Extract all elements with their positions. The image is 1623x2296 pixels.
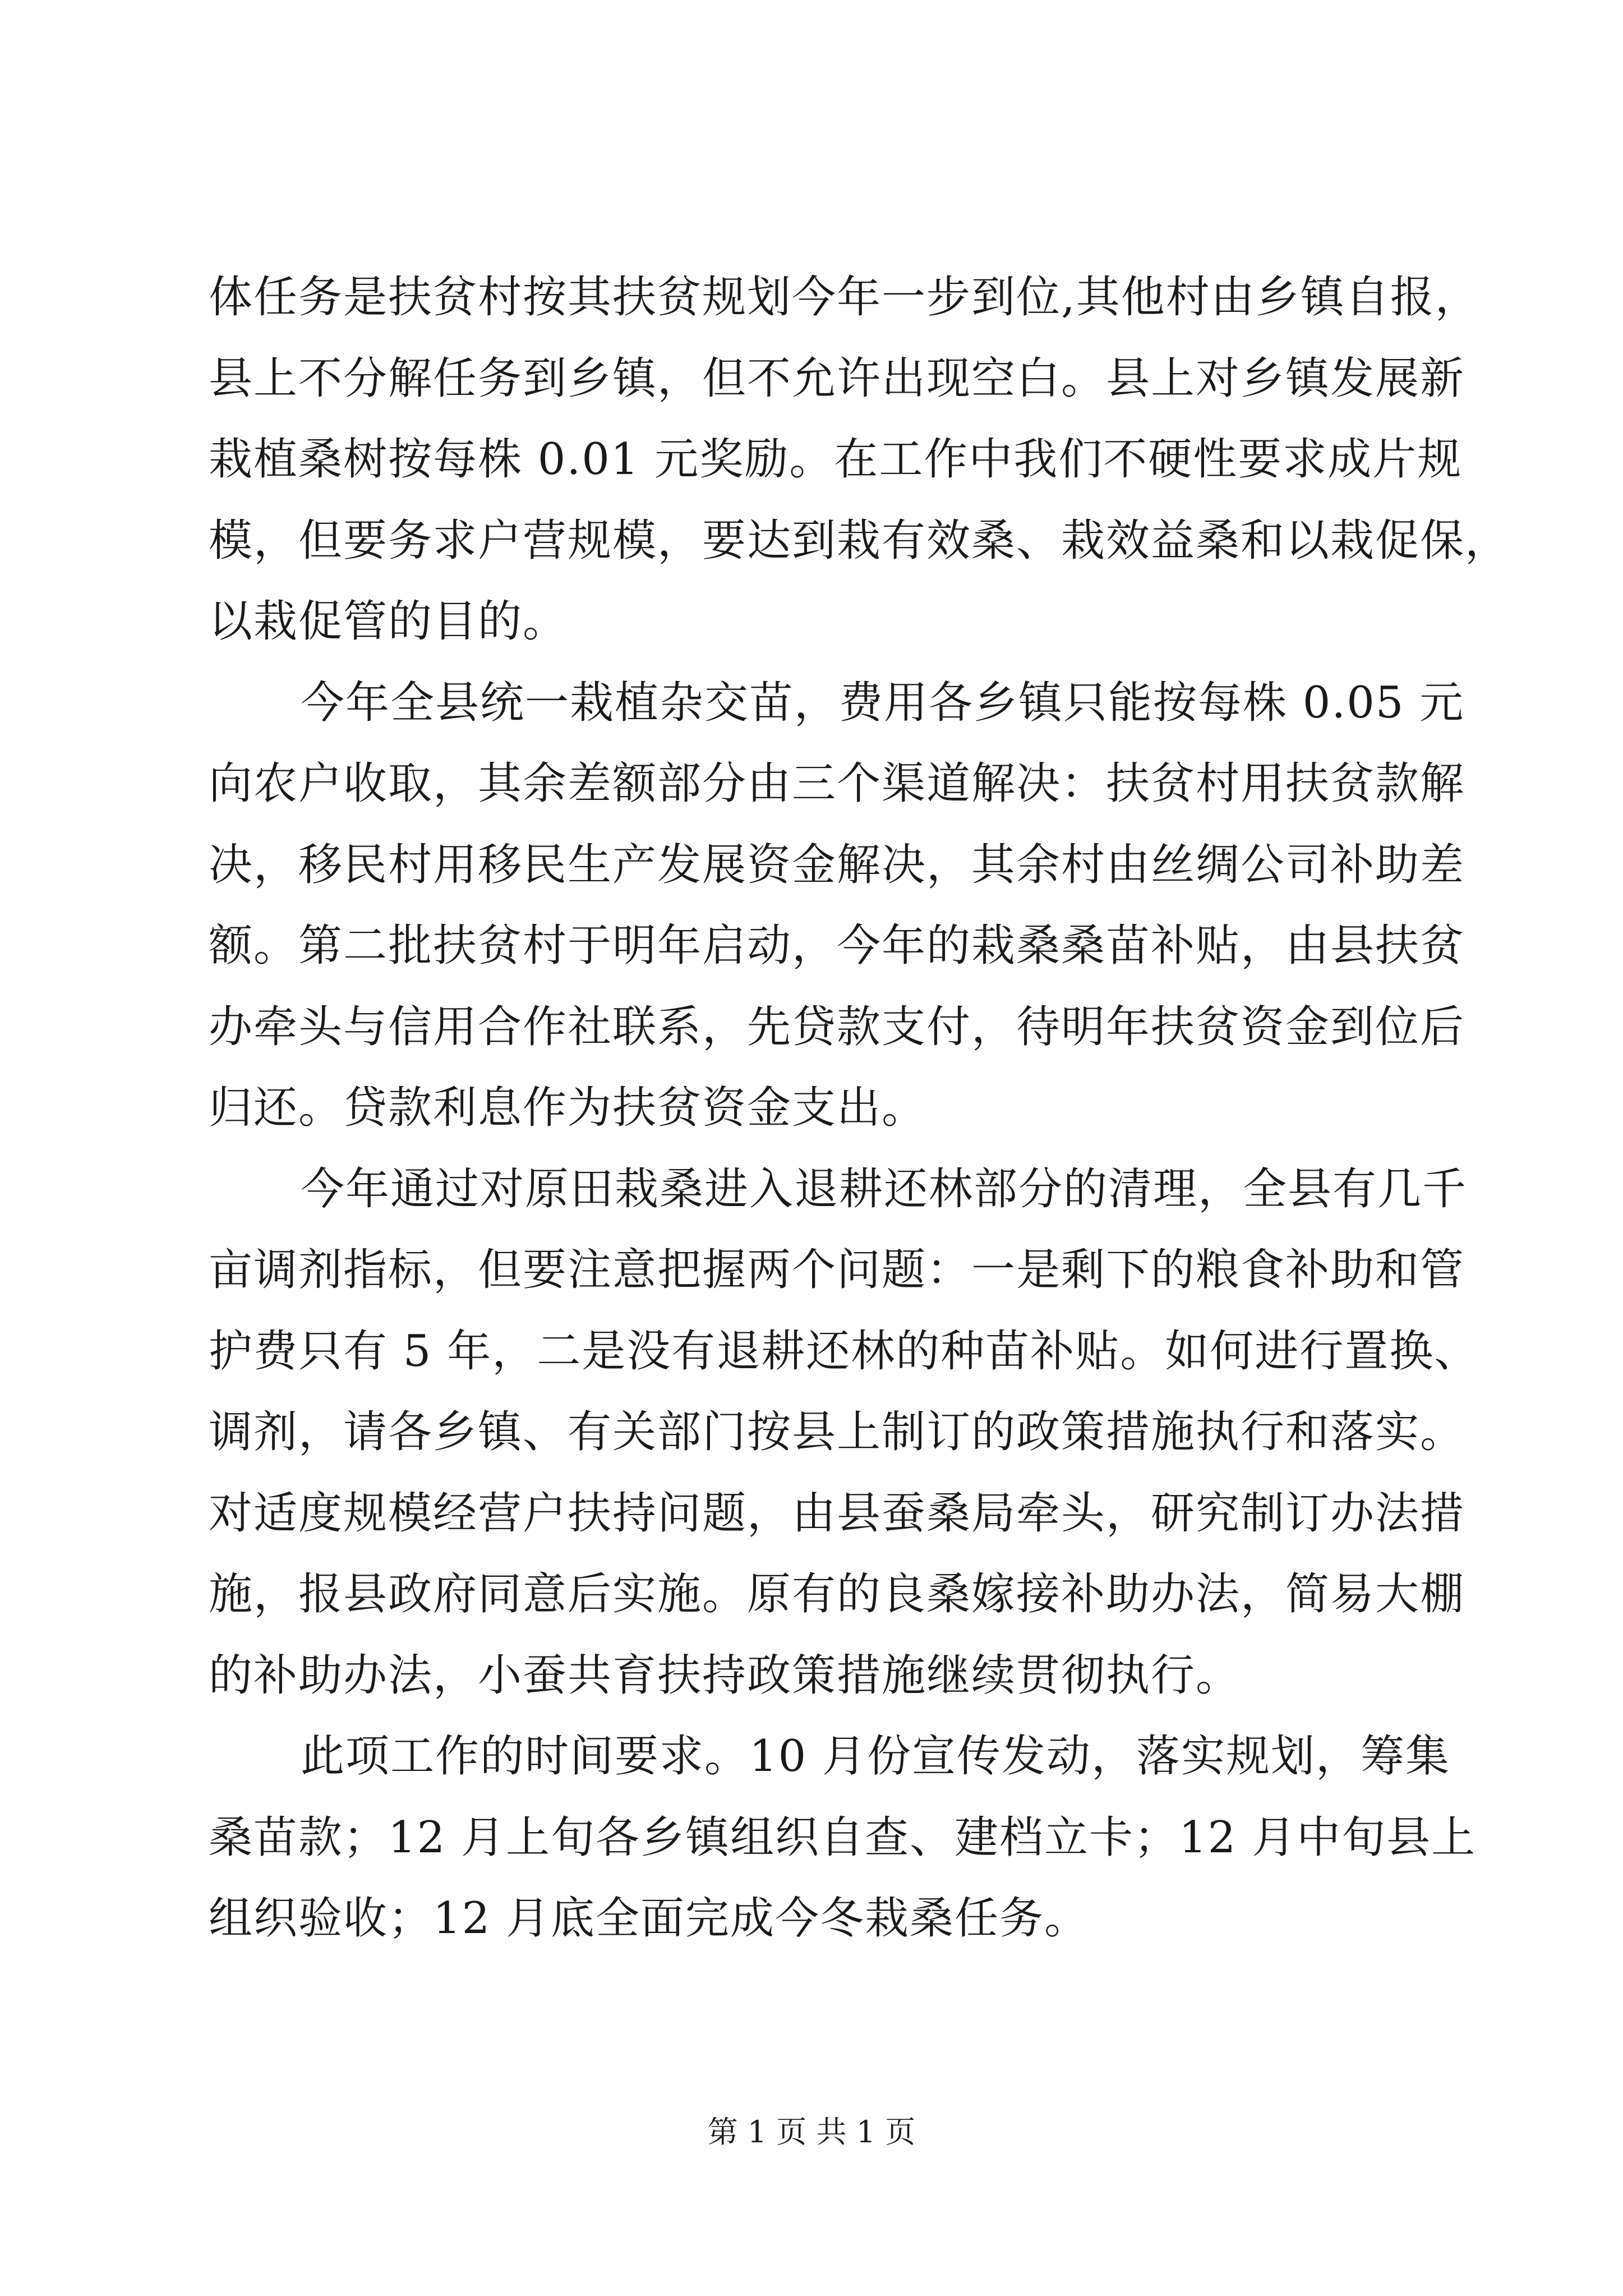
text-line: 体任务是扶贫村按其扶贫规划今年一步到位,其他村由乡镇自报， — [209, 272, 1480, 323]
text-line: 向农户收取，其余差额部分由三个渠道解决：扶贫村用扶贫款解 — [209, 758, 1465, 809]
text-line: 额。第二批扶贫村于明年启动，今年的栽桑桑苗补贴，由县扶贫 — [209, 921, 1465, 971]
page-number-footer: 第 1 页 共 1 页 — [707, 2114, 916, 2150]
text-line: 以栽促管的目的。 — [209, 596, 568, 647]
paragraph-first-line: 此项工作的时间要求。10 月份宣传发动，落实规划，筹集 — [301, 1731, 1451, 1782]
text-line: 对适度规模经营户扶持问题，由县蚕桑局牵头，研究制订办法措 — [209, 1488, 1465, 1539]
text-line: 调剂，请各乡镇、有关部门按县上制订的政策措施执行和落实。 — [209, 1407, 1465, 1457]
paragraph-first-line: 今年全县统一栽植杂交苗，费用各乡镇只能按每株 0.05 元 — [301, 677, 1465, 728]
text-line: 县上不分解任务到乡镇，但不允许出现空白。县上对乡镇发展新 — [209, 353, 1465, 404]
text-line: 施，报县政府同意后实施。原有的良桑嫁接补助办法，简易大棚 — [209, 1569, 1465, 1619]
text-line: 护费只有 5 年，二是没有退耕还林的种苗补贴。如何进行置换、 — [209, 1326, 1479, 1377]
text-line: 栽植桑树按每株 0.01 元奖励。在工作中我们不硬性要求成片规 — [209, 434, 1463, 485]
text-line: 归还。贷款利息作为扶贫资金支出。 — [209, 1083, 927, 1133]
text-line: 办牵头与信用合作社联系，先贷款支付，待明年扶贫资金到位后 — [209, 1001, 1465, 1052]
text-line: 的补助办法，小蚕共育扶持政策措施继续贯彻执行。 — [209, 1650, 1241, 1701]
paragraph-first-line: 今年通过对原田栽桑进入退耕还林部分的清理，全县有几千 — [301, 1163, 1468, 1214]
text-line: 决，移民村用移民生产发展资金解决，其余村由丝绸公司补助差 — [209, 839, 1465, 890]
text-line: 模，但要务求户营规模，要达到栽有效桑、栽效益桑和以栽促保， — [209, 515, 1510, 566]
text-line: 组织验收；12 月底全面完成今冬栽桑任务。 — [209, 1893, 1090, 1944]
text-line: 亩调剂指标，但要注意把握两个问题：一是剩下的粮食补助和管 — [209, 1245, 1465, 1295]
document-body — [209, 257, 1510, 1959]
text-line: 桑苗款；12 月上旬各乡镇组织自查、建档立卡；12 月中旬县上 — [209, 1812, 1477, 1863]
